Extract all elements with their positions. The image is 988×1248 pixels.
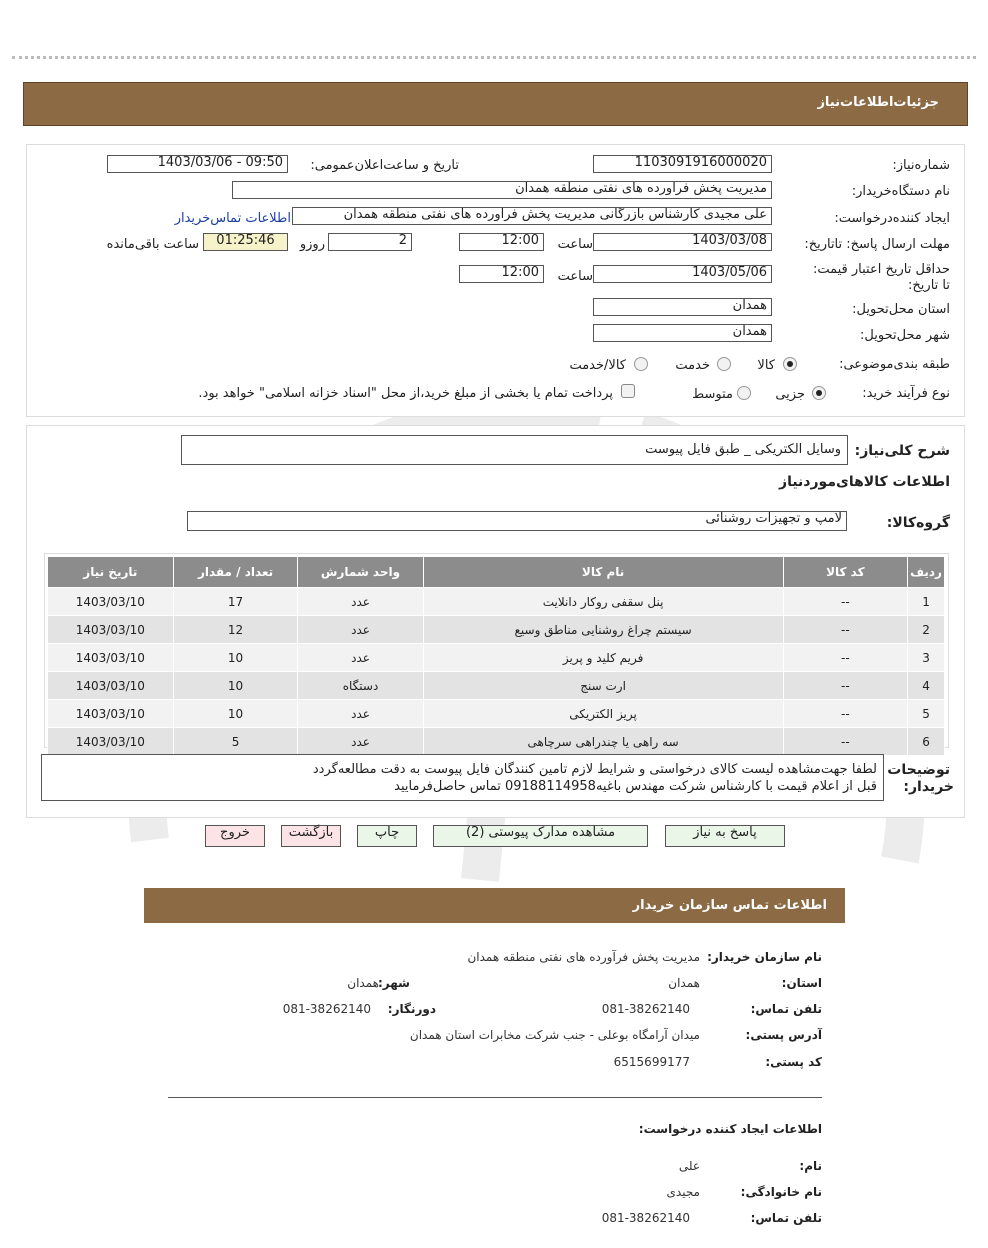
cell-name: سه راهی یا چندراهی سرچاهی bbox=[423, 728, 783, 756]
col-name: نام کالا bbox=[423, 557, 783, 588]
creator-phone-label: تلفن تماس: bbox=[750, 1211, 822, 1225]
creator-info-title: اطلاعات ایجاد کننده درخواست: bbox=[638, 1122, 822, 1136]
deadline-date-field[interactable]: 1403/03/08 bbox=[593, 233, 772, 251]
contact-province-label: استان: bbox=[781, 976, 822, 990]
cell-code: -- bbox=[783, 728, 907, 756]
creator-last-name-label: نام خانوادگی: bbox=[740, 1185, 822, 1199]
col-row: ردیف bbox=[908, 557, 945, 588]
cell-date: 1403/03/10 bbox=[48, 672, 174, 700]
cell-qty: 10 bbox=[173, 700, 298, 728]
table-row bbox=[48, 644, 945, 672]
col-date: تاریخ نیاز bbox=[48, 557, 174, 588]
cell-date: 1403/03/10 bbox=[48, 616, 174, 644]
col-code: کد کالا bbox=[783, 557, 907, 588]
validity-time-label: ساعت bbox=[557, 269, 593, 284]
creator-first-name-value: علی bbox=[678, 1159, 700, 1173]
cell-unit: عدد bbox=[298, 700, 423, 728]
cell-code: -- bbox=[783, 644, 907, 672]
exit-button[interactable]: خروج bbox=[205, 825, 265, 847]
summary-field[interactable]: وسایل الکتریکی _ طبق فایل پیوست bbox=[181, 435, 848, 465]
cell-qty: 10 bbox=[173, 644, 298, 672]
cell-name: سیستم چراغ روشنایی مناطق وسیع bbox=[423, 616, 783, 644]
cell-qty: 17 bbox=[173, 588, 298, 616]
process-option-minor: جزیی bbox=[775, 387, 805, 402]
col-qty: تعداد / مقدار bbox=[173, 557, 298, 588]
notes-line-2: قبل از اعلام قیمت با کارشناس شرکت مهندس باغیه09188114958 تماس حاصل‌فرمایید bbox=[394, 779, 877, 794]
buyer-notes-box bbox=[41, 754, 884, 801]
notes-line-1: لطفا جهت‌مشاهده لیست کالای درخواستی و شرایط لازم تامین کنندگان فایل پیوست به دقت مطالعه‌گردد bbox=[312, 762, 877, 777]
reply-button[interactable]: پاسخ به نیاز bbox=[665, 825, 785, 847]
province-label: استان محل‌تحویل: bbox=[852, 302, 950, 317]
cell-row: 1 bbox=[908, 588, 945, 616]
cell-name: پریز الکتریکی bbox=[423, 700, 783, 728]
remaining-time-field: 01:25:46 bbox=[203, 233, 288, 251]
cell-date: 1403/03/10 bbox=[48, 644, 174, 672]
city-field[interactable]: همدان bbox=[593, 324, 772, 342]
table-row bbox=[48, 700, 945, 728]
back-button[interactable]: بازگشت bbox=[281, 825, 341, 847]
cell-date: 1403/03/10 bbox=[48, 728, 174, 756]
cell-code: -- bbox=[783, 616, 907, 644]
table-row bbox=[48, 672, 945, 700]
cell-unit: دستگاه bbox=[298, 672, 423, 700]
print-button[interactable]: چاپ bbox=[357, 825, 417, 847]
validity-date-field[interactable]: 1403/05/06 bbox=[593, 265, 772, 283]
treasury-payment-checkbox[interactable] bbox=[621, 384, 635, 398]
page-header bbox=[23, 82, 968, 126]
process-option-medium: متوسط bbox=[692, 387, 733, 402]
contact-phone-value: 081-38262140 bbox=[601, 1002, 690, 1016]
payment-note: پرداخت تمام یا بخشی از مبلغ خرید،از محل "اسناد خزانه اسلامی" خواهد بود. bbox=[198, 386, 613, 401]
cell-unit: عدد bbox=[298, 588, 423, 616]
org-name-label: نام سازمان خریدار: bbox=[707, 950, 822, 964]
page-title: جزئیات‌اطلاعات‌نیاز bbox=[817, 95, 939, 110]
contact-province-value: همدان bbox=[668, 976, 700, 990]
items-table bbox=[47, 556, 945, 756]
org-name-value: مدیریت پخش فرآورده های نفتی منطقه همدان bbox=[467, 950, 700, 964]
cell-name: پنل سقفی روکار دانلایت bbox=[423, 588, 783, 616]
cell-qty: 10 bbox=[173, 672, 298, 700]
need-number-label: شماره‌نیاز: bbox=[892, 158, 950, 173]
table-row bbox=[48, 616, 945, 644]
need-number-field[interactable]: 1103091916000020 bbox=[593, 155, 772, 173]
attached-docs-button[interactable]: مشاهده مدارک پیوستی (2) bbox=[433, 825, 648, 847]
creator-label: ایجاد کننده‌درخواست: bbox=[834, 211, 950, 226]
buyer-org-field[interactable]: مدیریت پخش فراورده های نفتی منطقه همدان bbox=[232, 181, 772, 199]
contact-fax-label: دورنگار: bbox=[387, 1002, 436, 1016]
top-divider bbox=[12, 56, 976, 59]
announce-label: تاریخ و ساعت‌اعلان‌عمومی: bbox=[310, 158, 459, 173]
process-label: نوع فرآیند خرید: bbox=[862, 386, 950, 401]
category-option-both: کالا/خدمت bbox=[569, 358, 626, 373]
city-label: شهر محل‌تحویل: bbox=[860, 328, 950, 343]
category-option-service: خدمت bbox=[675, 358, 710, 373]
contact-fax-value: 081-38262140 bbox=[282, 1002, 371, 1016]
creator-phone-value: 081-38262140 bbox=[601, 1211, 690, 1225]
remaining-label: ساعت باقی‌مانده bbox=[106, 237, 199, 252]
cell-row: 5 bbox=[908, 700, 945, 728]
notes-label: توضیحات bbox=[887, 762, 950, 778]
contact-postal-value: 6515699177 bbox=[613, 1055, 690, 1069]
cell-code: -- bbox=[783, 672, 907, 700]
contact-divider bbox=[168, 1097, 822, 1098]
days-field[interactable]: 2 bbox=[328, 233, 412, 251]
contact-postal-label: کد پستی: bbox=[765, 1055, 822, 1069]
cell-code: -- bbox=[783, 588, 907, 616]
deadline-label: مهلت ارسال پاسخ: تاتاریخ: bbox=[804, 237, 950, 252]
items-table-header bbox=[48, 557, 945, 588]
creator-last-name-value: مجیدی bbox=[666, 1185, 700, 1199]
goods-group-field[interactable]: لامپ و تجهیزات روشنائی bbox=[187, 511, 847, 531]
cell-unit: عدد bbox=[298, 644, 423, 672]
category-option-goods: کالا bbox=[757, 358, 775, 373]
creator-field[interactable]: علی مجیدی کارشناس بازرگانی مدیریت پخش فراورده های نفتی منطقه همدان bbox=[292, 207, 772, 225]
announce-field[interactable]: 1403/03/06 - 09:50 bbox=[107, 155, 288, 173]
category-radio-service[interactable] bbox=[717, 357, 731, 371]
cell-qty: 12 bbox=[173, 616, 298, 644]
validity-time-field[interactable]: 12:00 bbox=[459, 265, 544, 283]
cell-date: 1403/03/10 bbox=[48, 588, 174, 616]
cell-code: -- bbox=[783, 700, 907, 728]
col-unit: واحد شمارش bbox=[298, 557, 423, 588]
notes-label-2: خریدار: bbox=[903, 779, 954, 795]
category-radio-goods[interactable] bbox=[783, 357, 797, 371]
summary-label: شرح کلی‌نیاز: bbox=[854, 443, 950, 459]
process-radio-medium[interactable] bbox=[737, 386, 751, 400]
validity-label: حداقل تاریخ اعتبار قیمت: تا تاریخ: bbox=[812, 262, 950, 293]
cell-row: 2 bbox=[908, 616, 945, 644]
category-label: طبقه بندی‌موضوعی: bbox=[839, 357, 950, 372]
cell-unit: عدد bbox=[298, 616, 423, 644]
contact-city-value: همدان bbox=[347, 976, 379, 990]
cell-name: ارت سنج bbox=[423, 672, 783, 700]
cell-row: 4 bbox=[908, 672, 945, 700]
process-radio-minor[interactable] bbox=[812, 386, 826, 400]
deadline-time-field[interactable]: 12:00 bbox=[459, 233, 544, 251]
cell-qty: 5 bbox=[173, 728, 298, 756]
cell-row: 6 bbox=[908, 728, 945, 756]
buyer-org-label: نام دستگاه‌خریدار: bbox=[851, 184, 950, 199]
cell-name: فریم کلید و پریز bbox=[423, 644, 783, 672]
contact-header bbox=[144, 888, 845, 923]
buyer-contact-link[interactable]: اطلاعات تماس‌خریدار bbox=[174, 211, 291, 226]
table-row bbox=[48, 728, 945, 756]
contact-phone-label: تلفن تماس: bbox=[750, 1002, 822, 1016]
days-label: روزو bbox=[299, 237, 325, 252]
category-radio-both[interactable] bbox=[634, 357, 648, 371]
creator-first-name-label: نام: bbox=[799, 1159, 822, 1173]
cell-unit: عدد bbox=[298, 728, 423, 756]
deadline-time-label: ساعت bbox=[557, 237, 593, 252]
goods-group-label: گروه‌کالا: bbox=[886, 515, 950, 531]
cell-date: 1403/03/10 bbox=[48, 700, 174, 728]
contact-title: اطلاعات تماس سازمان خریدار bbox=[632, 898, 827, 913]
contact-address-value: میدان آرامگاه بوعلی - جنب شرکت مخابرات استان همدان bbox=[409, 1028, 700, 1042]
cell-row: 3 bbox=[908, 644, 945, 672]
goods-info-title: اطلاعات کالاهای‌موردنیاز bbox=[779, 474, 950, 490]
contact-address-label: آدرس پستی: bbox=[745, 1028, 822, 1042]
province-field[interactable]: همدان bbox=[593, 298, 772, 316]
table-row bbox=[48, 588, 945, 616]
contact-city-label: شهر: bbox=[378, 976, 410, 990]
